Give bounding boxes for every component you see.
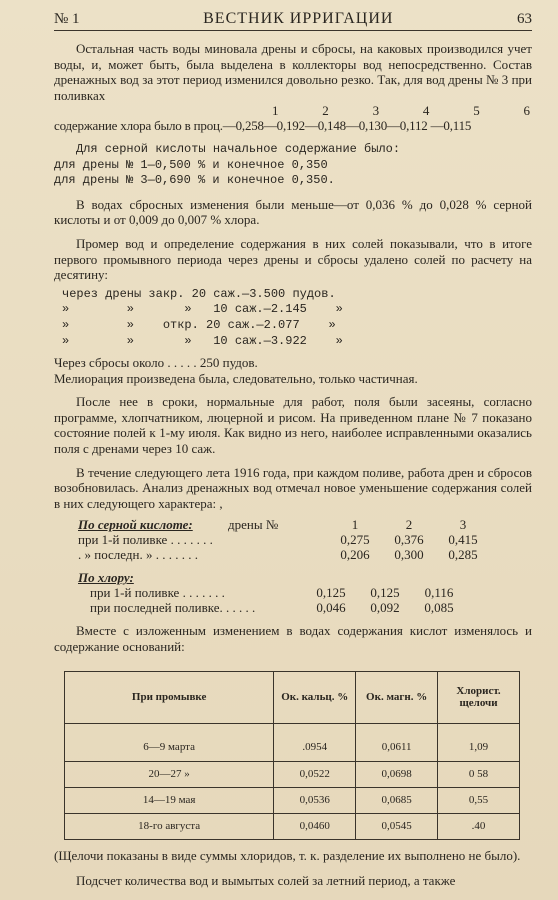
paragraph-discharge: В водах сбросных изменения были меньше—от 0,036 % до 0,028 % серной кислоты и от 0,009 до 0,007 % хлора. [54,196,532,228]
acid-row [54,600,532,615]
melioration-line: Мелиорация произведена была, следовательно, только частичная. [54,370,418,386]
acid-row [54,585,532,600]
table-cell: 6—9 марта [65,723,274,761]
table-cell: .0954 [274,723,356,761]
drain-line: » » откр. 20 саж.—2.077 » [62,317,336,332]
irrigation-number: 1 [272,103,279,119]
table-cell: 0,0611 [356,723,438,761]
irrigation-number: 2 [322,103,329,119]
acid-value: 0,092 [370,600,400,616]
acid-value: 0,085 [424,600,454,616]
drain-line: через дрены закр. 20 саж.—3.500 пудов. [62,286,336,301]
acid-header-row [54,517,532,532]
chlorine-heading: По хлору: [78,570,134,586]
acid-value: 0,300 [394,547,424,563]
paragraph-bases: Вместе с изложенным изменением в водах содержания кислот изменялось и содержание оснований: [54,623,532,655]
acid-row-label: при 1-й поливке . . . . . . . [90,585,225,601]
acid-value: 0,415 [448,532,478,548]
chlorine-content-line: содержание хлора было в проц.—0,258—0,192—0,148—0,130—0,112 —0,115 [54,118,472,134]
paragraph-summer-calc: Подсчет количества вод и вымытых солей за летний период, а также [76,873,456,889]
sulfuric-block [54,142,532,189]
table-row [65,723,520,761]
irrigation-number: 4 [422,103,430,119]
drain-line: » » » 10 саж.—3.922 » [62,333,343,348]
acid-value: 0,206 [340,547,370,563]
drain-removal-list [54,287,532,349]
table-cell: 0 58 [438,761,520,787]
acid-value: 0,285 [448,547,478,563]
table-cell: 20—27 » [65,761,274,787]
table-cell: 0,0698 [356,761,438,787]
running-header [54,10,532,31]
drains-label: дрены № [228,517,279,533]
acid-value: 0,046 [316,600,346,616]
acid-value: 0,116 [424,585,454,601]
paragraph-drainage: Остальная часть воды миновала дрены и сбросы, на каковых производился учет воды, и, может быть, была выделена в коллекторы вод непосредственно. Состав дренажных вод за этот период изменился довольно резко. Так, для вод дрены № 3 при поливках [54,41,532,103]
table-cell: 18-го августа [65,813,274,839]
acid-table [54,517,532,615]
irrigation-number: 5 [473,103,480,119]
drain-line: » » » 10 саж.—2.145 » [62,302,343,317]
sulfuric-line: для дрены № 3—0,690 % и конечное 0,350. [54,173,335,188]
sulfuric-heading: По серной кислоте: [78,517,193,533]
bases-header-row [65,671,520,723]
table-cell: 0,0536 [274,787,356,813]
acid-row-label: . » последн. » . . . . . . . [78,547,198,563]
acid-row-label: при последней поливке. . . . . . [90,600,256,616]
page-number: 63 [517,11,532,27]
irrigation-number: 6 [523,103,530,119]
paragraph-measurement: Промер вод и определение содержания в них солей показывали, что в итоге первого промывного периода через дрены и сбросы удалено солей по расчету на десятину: [54,235,532,283]
acid-value: 0,125 [316,585,346,601]
header-cell: Ок. магн. % [356,671,438,723]
table-cell: 0,0460 [274,813,356,839]
table-cell: 0,0685 [356,787,438,813]
drain-number: 1 [351,517,359,533]
chlorine-heading-row [54,570,532,585]
header-cell: При промывке [65,671,274,723]
acid-row [54,532,532,547]
table-cell: 14—19 мая [65,787,274,813]
discharge-total: Через сбросы около . . . . . 250 пудов. [54,355,258,371]
table-cell: 1,09 [438,723,520,761]
bases-table [64,671,520,840]
table-row [65,761,520,787]
sulfuric-intro: Для серной кислоты начальное содержание было: [76,141,401,156]
acid-row [54,547,532,562]
header-cell: Хлорист. щелочи [438,671,520,723]
irrigation-number-row [54,103,532,118]
acid-value: 0,275 [340,532,370,548]
acid-value: 0,125 [370,585,400,601]
table-cell: 0,0522 [274,761,356,787]
table-cell: 0,0545 [356,813,438,839]
paragraph-sowing: После нее в сроки, нормальные для работ, поля были засеяны, согласно программе, хлопчатником, люцерной и рисом. На приведенном плане № 7 показано состояние полей к 1-му июля. Как видно из него, наиболее исправленными оказались поля с дренами через 10 саж. [54,394,532,457]
journal-title: ВЕСТНИК ИРРИГАЦИИ [203,10,394,27]
table-cell: 0,55 [438,787,520,813]
table-row [65,813,520,839]
paragraph-1916: В течение следующего лета 1916 года, при каждом поливе, работа дрен и сбросов возобновилась. Анализ дренажных вод отмечал новое уменьшение содержания солей в них следующего характера: , [54,464,532,511]
issue-number: № 1 [54,11,80,27]
irrigation-number: 3 [372,103,380,119]
table-row [65,787,520,813]
sulfuric-line: для дрены № 1—0,500 % и конечное 0,350 [54,157,328,172]
header-cell: Ок. кальц. % [274,671,356,723]
acid-value: 0,376 [394,532,424,548]
drain-number: 2 [405,517,413,533]
bases-table-wrap [64,671,520,840]
table-cell: .40 [438,813,520,839]
drain-number: 3 [459,517,467,533]
acid-row-label: при 1-й поливке . . . . . . . [78,532,213,548]
paragraph-alkali-note: (Щелочи показаны в виде суммы хлоридов, т. к. разделение их выполнено не было). [54,847,521,863]
